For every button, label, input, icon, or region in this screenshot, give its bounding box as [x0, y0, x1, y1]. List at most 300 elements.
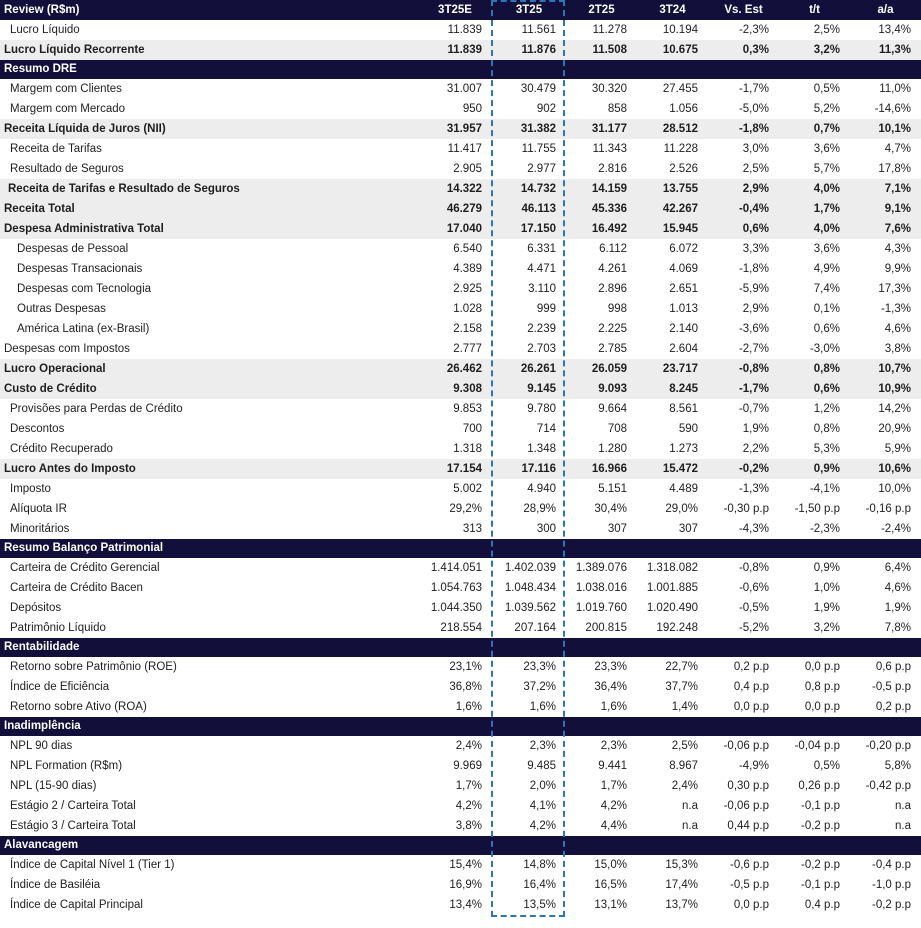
- cell-3t24: 11.228: [663, 143, 698, 155]
- table-row: [0, 736, 921, 756]
- cell-3t24: n.a: [682, 800, 698, 812]
- cell-3t24: 37,7%: [665, 681, 698, 693]
- cell-3t25e: 46.279: [418, 199, 492, 219]
- table-row: [0, 439, 921, 459]
- table-row: [0, 499, 921, 519]
- cell-2t25: 5.151: [598, 483, 627, 495]
- table-row: [0, 697, 921, 717]
- cell-2t25: 16.492: [566, 219, 637, 239]
- cell-vs-est: -0,2%: [708, 459, 779, 479]
- cell-2t25: 9.441: [598, 760, 627, 772]
- cell-2t25: 708: [607, 423, 627, 435]
- table-row: [0, 199, 921, 219]
- table-row: [0, 875, 921, 895]
- row-label: Despesas com Impostos: [4, 343, 130, 355]
- cell-vs-est: 0,44 p.p: [727, 820, 769, 832]
- cell-t-t: 2,5%: [813, 24, 840, 36]
- cell-3t24: 10.675: [637, 40, 708, 60]
- cell-3t25: 11.561: [521, 24, 556, 36]
- cell-3t25: 31.382: [492, 119, 566, 139]
- row-label: Retorno sobre Patrimônio (ROE): [10, 661, 177, 673]
- cell-2t25: 30,4%: [594, 503, 627, 515]
- table-row: [0, 359, 921, 379]
- cell-3t25e: 1.044.350: [430, 602, 482, 614]
- cell-3t25: 11.876: [492, 40, 566, 60]
- cell-a-a: 5,9%: [884, 443, 911, 455]
- cell-vs-est: -3,6%: [738, 323, 769, 335]
- cell-3t24: 2.526: [669, 163, 698, 175]
- cell-2t25: 998: [607, 303, 627, 315]
- cell-3t25: 1,6%: [529, 701, 556, 713]
- cell-3t25: 16,4%: [523, 879, 556, 891]
- cell-3t25: 30.479: [520, 83, 556, 95]
- row-label: Outras Despesas: [17, 303, 106, 315]
- cell-3t25e: 31.007: [446, 83, 482, 95]
- table-row: [0, 239, 921, 259]
- cell-3t25e: 313: [462, 523, 482, 535]
- cell-a-a: n.a: [895, 820, 911, 832]
- cell-t-t: 0,9%: [813, 562, 840, 574]
- cell-3t25: 1.402.039: [504, 562, 556, 574]
- table-row: [0, 339, 921, 359]
- cell-a-a: -0,20 p.p: [865, 740, 911, 752]
- cell-3t24: 29,0%: [665, 503, 698, 515]
- table-row: [0, 259, 921, 279]
- cell-vs-est: -1,8%: [738, 263, 769, 275]
- cell-3t25e: 1.318: [453, 443, 482, 455]
- row-label: Resultado de Seguros: [10, 163, 124, 175]
- table-row: [0, 618, 921, 638]
- table-row: [0, 319, 921, 339]
- cell-3t25e: 15,4%: [449, 859, 482, 871]
- cell-2t25: 4,2%: [600, 800, 627, 812]
- cell-3t24: 1.001.885: [646, 582, 698, 594]
- cell-t-t: 3,2%: [779, 40, 850, 60]
- row-label: Alíquota IR: [10, 503, 67, 515]
- section-row: [0, 836, 921, 855]
- cell-t-t: 0,6%: [779, 379, 850, 399]
- cell-vs-est: 0,6%: [708, 219, 779, 239]
- cell-a-a: n.a: [895, 800, 911, 812]
- cell-a-a: 14,2%: [878, 403, 911, 415]
- cell-t-t: -2,3%: [809, 523, 840, 535]
- cell-3t25e: 14.322: [418, 179, 492, 199]
- row-label: América Latina (ex-Brasil): [17, 323, 150, 335]
- cell-2t25: 1.038.016: [575, 582, 627, 594]
- section-label: Alavancagem: [0, 836, 921, 855]
- cell-2t25: 2,3%: [600, 740, 627, 752]
- cell-2t25: 31.177: [566, 119, 637, 139]
- row-label: NPL 90 dias: [10, 740, 73, 752]
- cell-2t25: 14.159: [566, 179, 637, 199]
- cell-a-a: -1,3%: [880, 303, 911, 315]
- cell-2t25: 1.280: [598, 443, 627, 455]
- cell-3t24: 13.755: [637, 179, 708, 199]
- cell-a-a: -0,16 p.p: [865, 503, 911, 515]
- cell-3t25e: 29,2%: [449, 503, 482, 515]
- cell-3t25: 4.471: [527, 263, 556, 275]
- column-header-3t25: 3T25: [492, 0, 566, 20]
- cell-3t24: 6.072: [669, 243, 698, 255]
- cell-a-a: 7,6%: [850, 219, 921, 239]
- cell-3t25e: 11.839: [447, 24, 482, 36]
- cell-3t25: 17.116: [492, 459, 566, 479]
- cell-vs-est: -0,7%: [738, 403, 769, 415]
- cell-t-t: -0,04 p.p: [794, 740, 840, 752]
- cell-3t25e: 1.414.051: [430, 562, 482, 574]
- cell-3t25e: 950: [462, 103, 482, 115]
- cell-3t25: 9.780: [527, 403, 556, 415]
- cell-t-t: 0,8%: [813, 423, 840, 435]
- table-row: [0, 279, 921, 299]
- table-row: [0, 677, 921, 697]
- cell-t-t: 0,26 p.p: [798, 780, 840, 792]
- cell-2t25: 1,6%: [600, 701, 627, 713]
- cell-3t24: 1.056: [669, 103, 698, 115]
- cell-a-a: 6,4%: [884, 562, 911, 574]
- cell-vs-est: 1,9%: [742, 423, 769, 435]
- table-row: [0, 79, 921, 99]
- row-label: Custo de Crédito: [0, 379, 418, 399]
- cell-t-t: 4,0%: [779, 179, 850, 199]
- cell-t-t: -3,0%: [809, 343, 840, 355]
- cell-2t25: 1.019.760: [575, 602, 627, 614]
- table-row: [0, 776, 921, 796]
- cell-t-t: -0,2 p.p: [801, 820, 840, 832]
- cell-3t24: 42.267: [637, 199, 708, 219]
- cell-3t24: 8.967: [669, 760, 698, 772]
- cell-a-a: 7,1%: [850, 179, 921, 199]
- table-row: [0, 895, 921, 915]
- row-label: Lucro Líquido: [10, 24, 80, 36]
- cell-vs-est: -0,6%: [738, 582, 769, 594]
- table-row: [0, 855, 921, 875]
- cell-3t25e: 17.154: [418, 459, 492, 479]
- cell-3t25: 207.164: [514, 622, 556, 634]
- cell-vs-est: -0,8%: [708, 359, 779, 379]
- cell-a-a: 10,7%: [850, 359, 921, 379]
- cell-t-t: 3,6%: [813, 243, 840, 255]
- cell-vs-est: -0,30 p.p: [723, 503, 769, 515]
- cell-t-t: -0,1 p.p: [801, 800, 840, 812]
- cell-3t25: 1.348: [527, 443, 556, 455]
- column-header-a-a: a/a: [850, 0, 921, 20]
- table-row: [0, 119, 921, 139]
- cell-3t25: 4,2%: [529, 820, 556, 832]
- table-row: [0, 299, 921, 319]
- cell-t-t: 5,3%: [813, 443, 840, 455]
- table-row: [0, 479, 921, 499]
- table-row: [0, 219, 921, 239]
- cell-3t24: 2.651: [669, 283, 698, 295]
- cell-vs-est: -0,5 p.p: [730, 879, 769, 891]
- cell-3t25: 714: [536, 423, 556, 435]
- table-row: [0, 179, 921, 199]
- cell-3t24: 4.069: [669, 263, 698, 275]
- cell-vs-est: 0,2 p.p: [733, 661, 769, 673]
- cell-2t25: 30.320: [591, 83, 627, 95]
- cell-3t25: 2,0%: [529, 780, 556, 792]
- cell-2t25: 2.896: [598, 283, 627, 295]
- cell-2t25: 4,4%: [600, 820, 627, 832]
- cell-2t25: 6.112: [599, 243, 627, 255]
- cell-3t25: 14,8%: [523, 859, 556, 871]
- table-row: [0, 99, 921, 119]
- cell-3t25e: 6.540: [453, 243, 482, 255]
- cell-3t25e: 1,7%: [455, 780, 482, 792]
- cell-2t25: 16,5%: [594, 879, 627, 891]
- row-label: Despesa Administrativa Total: [0, 219, 418, 239]
- cell-vs-est: -1,8%: [708, 119, 779, 139]
- cell-a-a: 0,6 p.p: [875, 661, 911, 673]
- cell-3t25: 17.150: [492, 219, 566, 239]
- cell-3t25e: 11.417: [447, 143, 482, 155]
- row-label: Carteira de Crédito Bacen: [10, 582, 143, 594]
- cell-2t25: 4.261: [598, 263, 627, 275]
- cell-a-a: 4,7%: [884, 143, 911, 155]
- cell-3t25e: 31.957: [418, 119, 492, 139]
- cell-a-a: -0,42 p.p: [865, 780, 911, 792]
- table-body: [0, 20, 921, 915]
- cell-vs-est: -2,7%: [738, 343, 769, 355]
- column-header-3t24: 3T24: [637, 0, 708, 20]
- cell-t-t: 7,4%: [813, 283, 840, 295]
- cell-3t24: 2.140: [669, 323, 698, 335]
- cell-vs-est: -5,0%: [738, 103, 769, 115]
- cell-3t25e: 1.028: [453, 303, 482, 315]
- cell-2t25: 307: [607, 523, 627, 535]
- cell-3t25: 28,9%: [523, 503, 556, 515]
- cell-3t25: 3.110: [528, 283, 556, 295]
- cell-vs-est: -5,9%: [738, 283, 769, 295]
- cell-3t24: 2,5%: [671, 740, 698, 752]
- cell-3t25: 13,5%: [523, 899, 556, 911]
- cell-3t24: 15.472: [637, 459, 708, 479]
- cell-vs-est: 2,2%: [742, 443, 769, 455]
- cell-vs-est: 0,30 p.p: [727, 780, 769, 792]
- cell-t-t: 1,7%: [779, 199, 850, 219]
- cell-3t24: 1.020.490: [646, 602, 698, 614]
- table-row: [0, 20, 921, 40]
- cell-2t25: 23,3%: [594, 661, 627, 673]
- cell-a-a: 1,9%: [884, 602, 911, 614]
- cell-vs-est: -0,06 p.p: [723, 800, 769, 812]
- row-label: Despesas de Pessoal: [17, 243, 129, 255]
- cell-2t25: 1,7%: [600, 780, 627, 792]
- cell-a-a: 17,8%: [878, 163, 911, 175]
- cell-a-a: -1,0 p.p: [872, 879, 911, 891]
- column-header-2t25: 2T25: [566, 0, 637, 20]
- row-label: Descontos: [10, 423, 65, 435]
- cell-3t24: 22,7%: [665, 661, 698, 673]
- cell-vs-est: 3,0%: [742, 143, 769, 155]
- cell-a-a: 10,1%: [850, 119, 921, 139]
- cell-3t25: 9.145: [492, 379, 566, 399]
- cell-2t25: 15,0%: [594, 859, 627, 871]
- cell-3t25: 4.940: [527, 483, 556, 495]
- cell-a-a: -0,2 p.p: [872, 899, 911, 911]
- cell-3t24: 2.604: [669, 343, 698, 355]
- cell-3t24: 1.273: [669, 443, 698, 455]
- cell-3t25e: 9.969: [453, 760, 482, 772]
- cell-2t25: 36,4%: [594, 681, 627, 693]
- table-row: [0, 558, 921, 578]
- cell-t-t: -0,1 p.p: [801, 879, 840, 891]
- cell-a-a: 4,3%: [884, 243, 911, 255]
- cell-3t25: 26.261: [492, 359, 566, 379]
- cell-3t25e: 9.853: [453, 403, 482, 415]
- cell-2t25: 2.225: [598, 323, 627, 335]
- cell-3t24: 28.512: [637, 119, 708, 139]
- table-row: [0, 519, 921, 539]
- cell-t-t: 0,4 p.p: [804, 899, 840, 911]
- row-label: Lucro Antes do Imposto: [0, 459, 418, 479]
- cell-3t25: 23,3%: [523, 661, 556, 673]
- cell-3t25: 2.977: [527, 163, 556, 175]
- cell-3t24: 8.561: [669, 403, 698, 415]
- cell-a-a: -0,5 p.p: [872, 681, 911, 693]
- cell-3t25: 1.039.562: [504, 602, 556, 614]
- cell-3t25e: 36,8%: [449, 681, 482, 693]
- cell-3t25: 999: [536, 303, 556, 315]
- cell-2t25: 11.508: [566, 40, 637, 60]
- row-label: Receita de Tarifas e Resultado de Seguros: [0, 179, 418, 199]
- cell-a-a: -14,6%: [874, 103, 911, 115]
- row-label: Índice de Eficiência: [10, 681, 110, 693]
- table-row: [0, 796, 921, 816]
- cell-3t25e: 26.462: [418, 359, 492, 379]
- cell-a-a: 4,6%: [884, 582, 911, 594]
- cell-t-t: 0,8%: [779, 359, 850, 379]
- row-label: Patrimônio Líquido: [10, 622, 106, 634]
- table-row: [0, 459, 921, 479]
- section-label: Resumo DRE: [0, 60, 921, 79]
- section-label: Resumo Balanço Patrimonial: [0, 539, 921, 558]
- cell-a-a: 5,8%: [884, 760, 911, 772]
- cell-2t25: 16.966: [566, 459, 637, 479]
- table-row: [0, 379, 921, 399]
- row-label: Margem com Mercado: [10, 103, 126, 115]
- cell-t-t: 0,9%: [779, 459, 850, 479]
- row-label: Lucro Operacional: [0, 359, 418, 379]
- cell-3t25: 902: [536, 103, 556, 115]
- table-row: [0, 139, 921, 159]
- cell-t-t: 0,8 p.p: [804, 681, 840, 693]
- cell-3t24: n.a: [682, 820, 698, 832]
- cell-3t25e: 2.777: [453, 343, 482, 355]
- cell-3t24: 4.489: [669, 483, 698, 495]
- row-label: Despesas Transacionais: [17, 263, 143, 275]
- cell-vs-est: -0,4%: [708, 199, 779, 219]
- row-label: Provisões para Perdas de Crédito: [10, 403, 183, 415]
- row-label: Minoritários: [10, 523, 70, 535]
- cell-3t25: 2.239: [527, 323, 556, 335]
- row-label: Receita Total: [0, 199, 418, 219]
- cell-a-a: 4,6%: [884, 323, 911, 335]
- cell-3t25e: 1.054.763: [430, 582, 482, 594]
- cell-vs-est: -0,6 p.p: [730, 859, 769, 871]
- cell-3t25e: 13,4%: [449, 899, 482, 911]
- cell-a-a: 10,0%: [878, 483, 911, 495]
- cell-vs-est: 0,4 p.p: [733, 681, 769, 693]
- row-label: Margem com Clientes: [10, 83, 122, 95]
- cell-3t24: 23.717: [637, 359, 708, 379]
- cell-t-t: -0,2 p.p: [801, 859, 840, 871]
- cell-2t25: 13,1%: [594, 899, 627, 911]
- cell-3t25: 1.048.434: [504, 582, 556, 594]
- cell-a-a: 11,0%: [879, 83, 911, 95]
- cell-3t24: 1.318.082: [646, 562, 698, 574]
- row-label: Estágio 3 / Carteira Total: [10, 820, 136, 832]
- cell-3t25: 37,2%: [523, 681, 556, 693]
- cell-3t25e: 9.308: [418, 379, 492, 399]
- cell-vs-est: -5,2%: [738, 622, 769, 634]
- cell-a-a: 10,6%: [850, 459, 921, 479]
- cell-a-a: 3,8%: [884, 343, 911, 355]
- cell-t-t: 1,9%: [813, 602, 840, 614]
- cell-a-a: 0,2 p.p: [875, 701, 911, 713]
- cell-vs-est: -4,3%: [738, 523, 769, 535]
- cell-3t25: 6.331: [527, 243, 556, 255]
- cell-vs-est: 2,9%: [742, 303, 769, 315]
- cell-3t25e: 3,8%: [455, 820, 482, 832]
- cell-vs-est: 2,9%: [708, 179, 779, 199]
- cell-3t24: 8.245: [637, 379, 708, 399]
- cell-a-a: 9,1%: [850, 199, 921, 219]
- cell-2t25: 11.343: [592, 143, 627, 155]
- cell-vs-est: 0,0 p.p: [733, 899, 769, 911]
- table-title: Review (R$m): [0, 0, 418, 20]
- cell-vs-est: -1,3%: [738, 483, 769, 495]
- table-row: [0, 40, 921, 60]
- cell-2t25: 200.815: [585, 622, 627, 634]
- row-label: Receita de Tarifas: [10, 143, 102, 155]
- cell-3t25: 2,3%: [529, 740, 556, 752]
- cell-vs-est: -1,7%: [738, 83, 769, 95]
- cell-3t25: 11.755: [521, 143, 556, 155]
- cell-t-t: 0,0 p.p: [804, 661, 840, 673]
- table-row: [0, 159, 921, 179]
- cell-2t25: 1.389.076: [575, 562, 627, 574]
- cell-3t25e: 2.158: [453, 323, 482, 335]
- cell-3t24: 1.013: [669, 303, 698, 315]
- cell-3t24: 192.248: [656, 622, 698, 634]
- cell-3t25: 9.485: [527, 760, 556, 772]
- section-row: [0, 717, 921, 736]
- column-header-t-t: t/t: [779, 0, 850, 20]
- cell-t-t: 5,2%: [813, 103, 840, 115]
- cell-a-a: 13,4%: [878, 24, 911, 36]
- row-label: Estágio 2 / Carteira Total: [10, 800, 136, 812]
- cell-vs-est: -4,9%: [738, 760, 769, 772]
- table-row: [0, 578, 921, 598]
- cell-3t25e: 2,4%: [455, 740, 482, 752]
- section-row: [0, 60, 921, 79]
- cell-a-a: 9,9%: [884, 263, 911, 275]
- table-row: [0, 598, 921, 618]
- row-label: Crédito Recuperado: [10, 443, 113, 455]
- cell-3t24: 1,4%: [671, 701, 698, 713]
- header-row: [0, 0, 921, 20]
- section-row: [0, 539, 921, 558]
- cell-3t24: 27.455: [662, 83, 698, 95]
- cell-t-t: 0,0 p.p: [804, 701, 840, 713]
- cell-2t25: 26.059: [566, 359, 637, 379]
- cell-3t24: 17,4%: [665, 879, 698, 891]
- row-label: Depósitos: [10, 602, 62, 614]
- section-row: [0, 638, 921, 657]
- cell-vs-est: -1,7%: [708, 379, 779, 399]
